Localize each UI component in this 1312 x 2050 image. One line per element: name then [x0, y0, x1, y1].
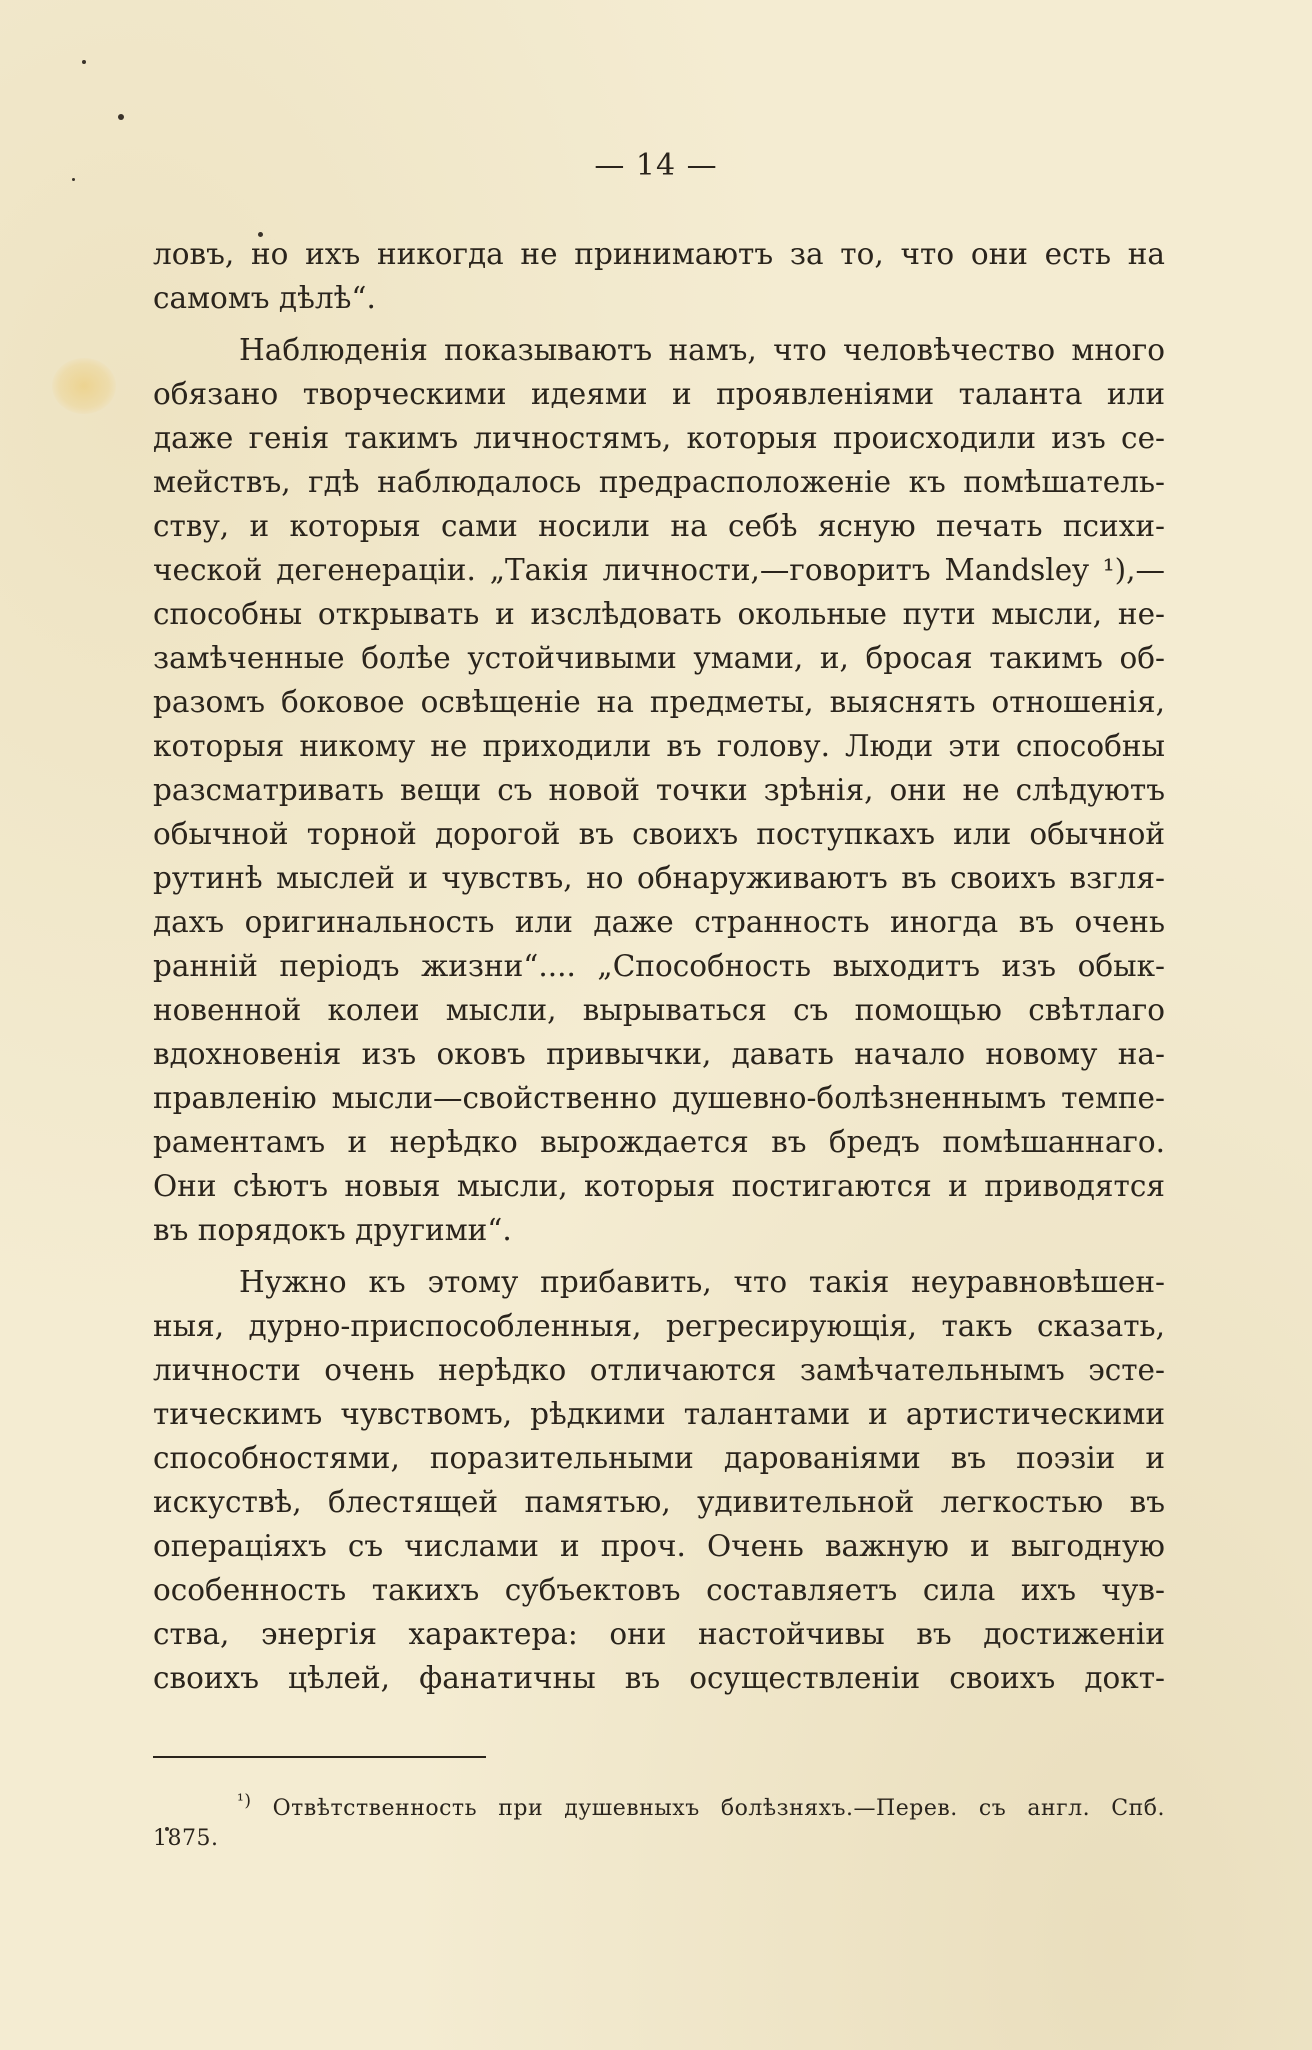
- text-line: своихъ цѣлей, фанатичны въ осуществленіи своихъ докт-: [153, 1661, 1165, 1695]
- text-line: ству, и которыя сами носили на себѣ ясную печать психи-: [153, 509, 1165, 543]
- paragraph-start: Наблюденія показываютъ намъ, что человѣчество много: [239, 333, 1165, 367]
- footnote-text: Отвѣтственность при душевныхъ болѣзняхъ.—Перев. съ англ. Спб.: [272, 1796, 1165, 1821]
- text-line: особенность такихъ субъектовъ составляетъ сила ихъ чув-: [153, 1573, 1165, 1607]
- text-line: раментамъ и нерѣдко вырождается въ бредъ помѣшаннаго.: [153, 1125, 1165, 1159]
- text-line: ныя, дурно-приспособленныя, регресирующія, такъ сказать,: [153, 1309, 1165, 1343]
- text-line: въ порядокъ другими“.: [153, 1213, 512, 1247]
- page-number: — 14 —: [594, 148, 718, 183]
- text-line: новенной колеи мысли, вырываться съ помощью свѣтлаго: [153, 993, 1165, 1027]
- text-line: способны открывать и изслѣдовать окольные пути мысли, не-: [153, 597, 1165, 631]
- text-line: ловъ, но ихъ никогда не принимаютъ за то, что они есть на: [153, 237, 1165, 271]
- text-line: даже генія такимъ личностямъ, которыя происходили изъ се-: [153, 421, 1165, 455]
- text-line: ческой дегенераціи. „Такія личности,—говоритъ Mandsley ¹),—: [153, 553, 1165, 587]
- text-line: вдохновенія изъ оковъ привычки, давать начало новому на-: [153, 1037, 1165, 1071]
- ink-speck: [118, 114, 124, 120]
- text-line: личности очень нерѣдко отличаются замѣчательнымъ эсте-: [153, 1353, 1165, 1387]
- text-line: замѣченные болѣе устойчивыми умами, и, бросая такимъ об-: [153, 641, 1165, 675]
- text-line: обычной торной дорогой въ своихъ поступкахъ или обычной: [153, 817, 1165, 851]
- footnote-line: 1875.: [153, 1826, 219, 1851]
- text-line: обязано творческими идеями и проявленіями таланта или: [153, 377, 1165, 411]
- text-line: ства, энергія характера: они настойчивы въ достиженіи: [153, 1617, 1165, 1651]
- text-line: которыя никому не приходили въ голову. Люди эти способны: [153, 729, 1165, 763]
- text-line: дахъ оригинальность или даже странность иногда въ очень: [153, 905, 1165, 939]
- text-line: рутинѣ мыслей и чувствъ, но обнаруживаютъ въ своихъ взгля-: [153, 861, 1165, 895]
- text-line: правленію мысли—свойственно душевно-болѣзненнымъ темпе-: [153, 1081, 1165, 1115]
- footnote-line: [153, 1782, 1165, 1820]
- text-line: самомъ дѣлѣ“.: [153, 281, 376, 315]
- text-line: тическимъ чувствомъ, рѣдкими талантами и артистическими: [153, 1397, 1165, 1431]
- paper-stain: [52, 358, 116, 414]
- body-text: [153, 232, 1165, 1700]
- text-line: мействъ, гдѣ наблюдалось предрасположеніе къ помѣшатель-: [153, 465, 1165, 499]
- text-line: искуствѣ, блестящей памятью, удивительной легкостью въ: [153, 1485, 1165, 1519]
- footnote: [153, 1782, 1165, 1858]
- text-line: операціяхъ съ числами и проч. Очень важную и выгодную: [153, 1529, 1165, 1563]
- text-line: ранній періодъ жизни“.... „Способность выходитъ изъ обык-: [153, 949, 1165, 983]
- text-line: разсматривать вещи съ новой точки зрѣнія, они не слѣдуютъ: [153, 773, 1165, 807]
- footnote-rule: [153, 1756, 486, 1758]
- text-line: способностями, поразительными дарованіями въ поэзіи и: [153, 1441, 1165, 1475]
- paragraph-start: Нужно къ этому прибавить, что такія неуравновѣшен-: [239, 1265, 1165, 1299]
- footnote-marker: ¹): [237, 1791, 252, 1811]
- ink-speck: [82, 60, 86, 64]
- text-line: Они сѣютъ новыя мысли, которыя постигаются и приводятся: [153, 1169, 1165, 1203]
- text-line: разомъ боковое освѣщеніе на предметы, выяснять отношенія,: [153, 685, 1165, 719]
